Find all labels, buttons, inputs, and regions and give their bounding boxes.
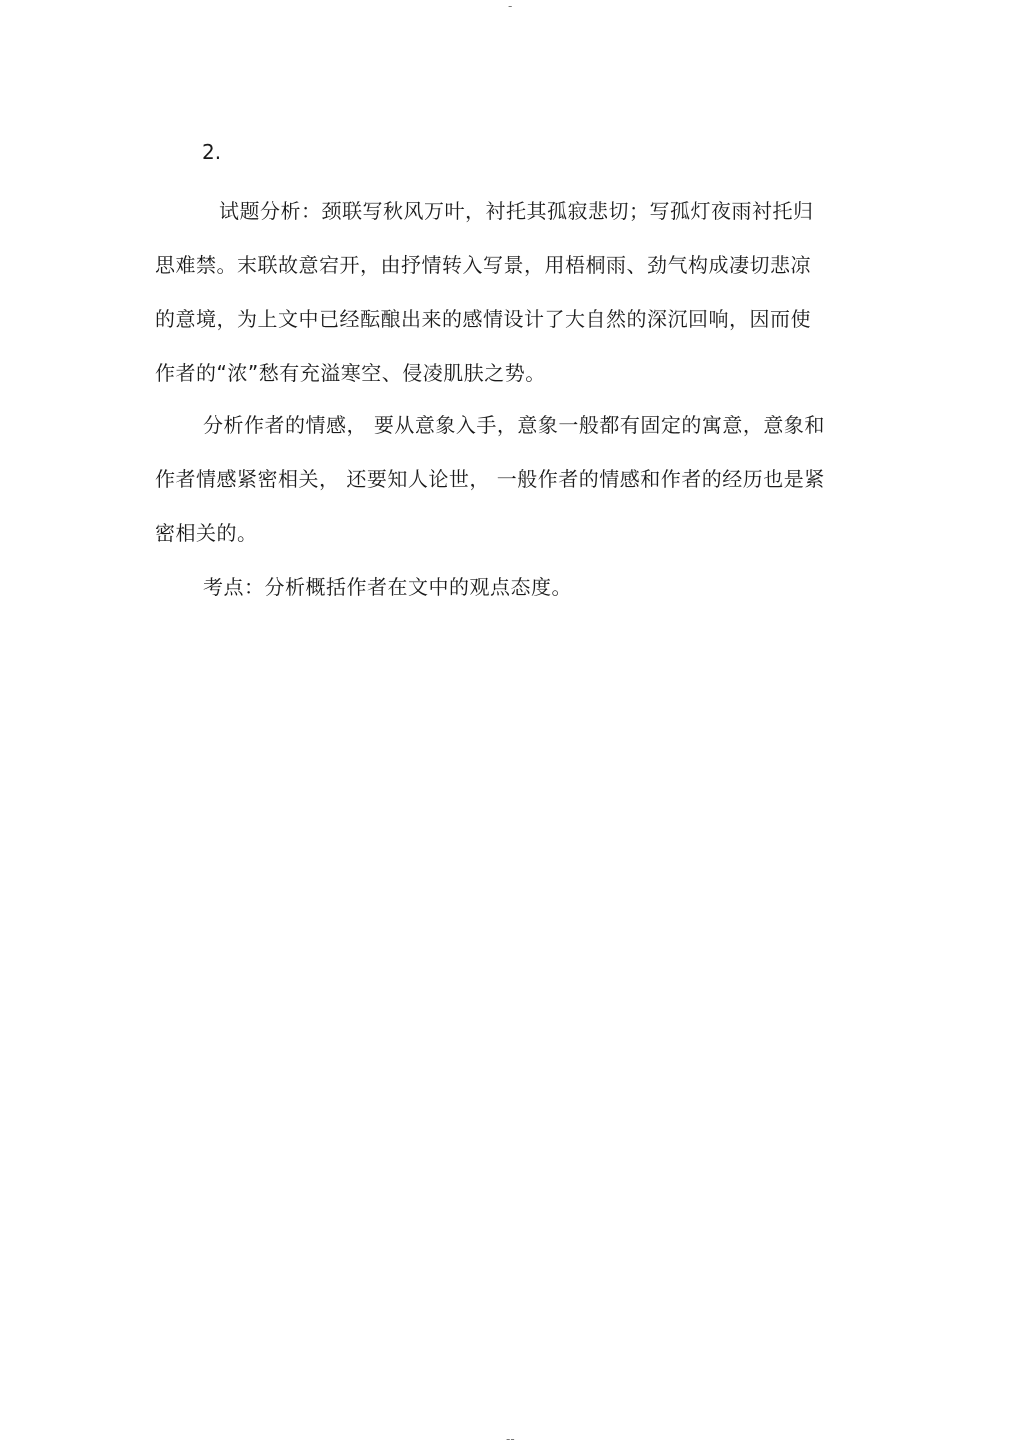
analysis-paragraph [155,184,825,400]
method-paragraph [155,398,825,560]
key-point-text: 考点：分析概括作者在文中的观点态度。 [203,575,572,599]
key-point-paragraph [155,560,825,614]
page-top-mark: - [508,0,513,13]
method-text: 分析作者的情感， 要从意象入手，意象一般都有固定的寓意，意象和作者情感紧密相关， 还要知人论世， 一般作者的情感和作者的经历也是紧密相关的。 [155,413,825,545]
analysis-text: 试题分析：颈联写秋风万叶，衬托其孤寂悲切；写孤灯夜雨衬托归思难禁。末联故意宕开，由抒情转入写景，用梧桐雨、劲气构成凄切悲凉的意境，为上文中已经酝酿出来的感情设计了大自然的深沉回响，因而使作者的“浓”愁有充溢寒空、侵凌肌肤之势。 [155,199,814,385]
question-number: 2. [202,140,222,164]
page-bottom-mark: -- [506,1432,515,1446]
